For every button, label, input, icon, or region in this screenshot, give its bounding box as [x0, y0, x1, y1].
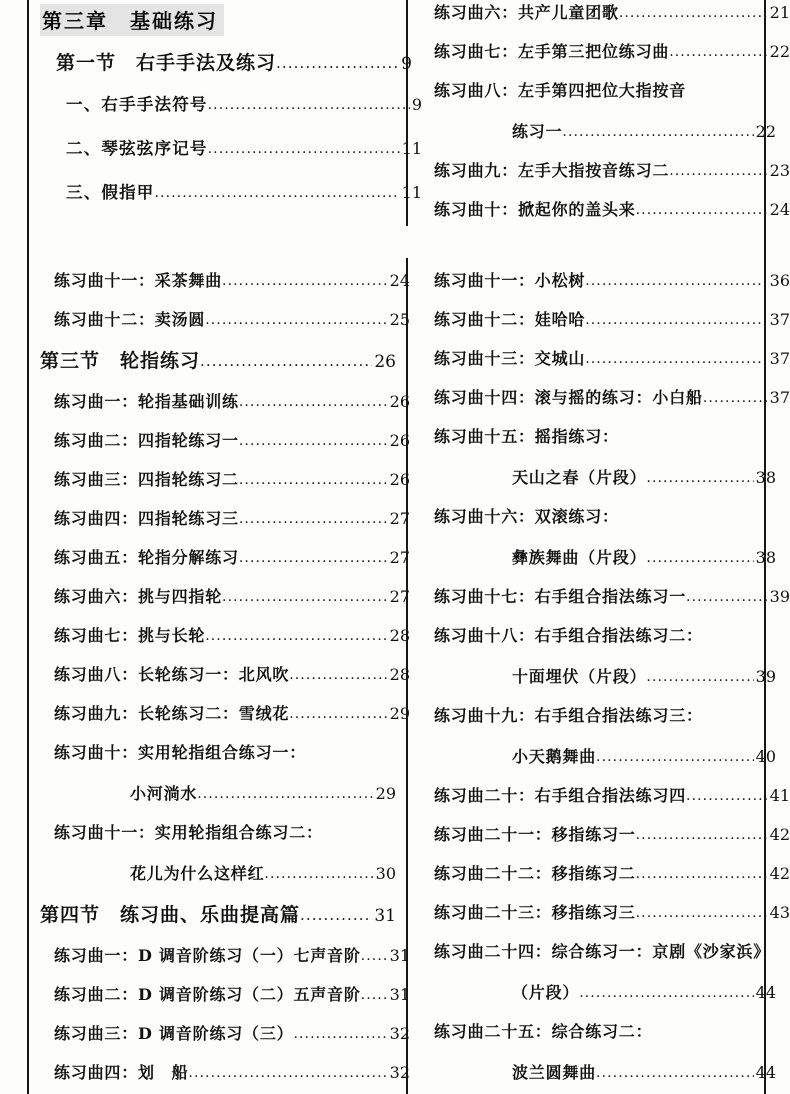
- leader-dots: [579, 985, 753, 1001]
- leader-dots: [636, 827, 768, 843]
- toc-entry-label: 练习一: [512, 122, 563, 141]
- toc-etude-row[interactable]: [434, 584, 790, 607]
- toc-entry-label: 练习曲十一：实用轮指组合练习二：: [54, 823, 323, 842]
- toc-entry-label: 第三节 轮指练习: [40, 350, 201, 372]
- toc-etude-row[interactable]: [54, 467, 410, 490]
- toc-entry-label: 练习曲十一：采茶舞曲: [54, 271, 223, 290]
- leader-dots: [636, 866, 768, 882]
- page-number: 38: [755, 468, 776, 487]
- row-spacer: [40, 373, 396, 389]
- toc-continuation-row[interactable]: [130, 861, 396, 884]
- row-spacer: [40, 490, 396, 506]
- left-top-block: [40, 0, 422, 203]
- toc-entry-label: 十面埋伏（片段）: [512, 667, 647, 686]
- row-spacer: [40, 1083, 396, 1094]
- toc-entry-label: 练习曲二十四：综合练习一：京剧《沙家浜》: [434, 942, 771, 961]
- row-spacer: [420, 527, 776, 545]
- page-number: 31: [389, 985, 410, 1004]
- toc-entry-label: 练习曲二十一：移指练习一: [434, 825, 636, 844]
- row-spacer: [40, 1005, 396, 1021]
- leader-dots: [669, 44, 767, 60]
- toc-entry-label: 第四节 练习曲、乐曲提高篇: [40, 904, 301, 926]
- toc-etude-row[interactable]: [434, 504, 790, 527]
- leader-dots: [669, 163, 767, 179]
- page-number: 31: [389, 946, 410, 965]
- toc-entry-label: 练习曲四：划 船: [54, 1063, 189, 1082]
- row-spacer: [420, 369, 776, 385]
- toc-subsection-row[interactable]: [66, 91, 422, 115]
- toc-entry-label: 练习曲三：四指轮练习二: [54, 470, 239, 489]
- row-spacer: [40, 451, 396, 467]
- page-number: 11: [401, 139, 422, 158]
- page-number: 29: [389, 704, 410, 723]
- toc-subsection-row[interactable]: [66, 179, 422, 203]
- leader-dots: [276, 54, 399, 70]
- leader-dots: [646, 550, 753, 566]
- toc-entry-label: 练习曲十：实用轮指组合练习一：: [54, 743, 307, 762]
- page-number: 32: [389, 1024, 410, 1043]
- leader-dots: [686, 788, 768, 804]
- leader-dots: [585, 351, 767, 367]
- toc-entry-label: 三、假指甲: [66, 183, 155, 202]
- toc-entry-label: 练习曲九：长轮练习二：雪绒花: [54, 704, 290, 723]
- toc-entry-label: 练习曲十五：摇指练习：: [434, 427, 619, 446]
- toc-section-row[interactable]: [40, 346, 396, 373]
- toc-entry-label: 练习曲十二：卖汤圆: [54, 310, 206, 329]
- leader-dots: [205, 628, 387, 644]
- toc-continuation-row[interactable]: [512, 980, 776, 1003]
- toc-etude-row[interactable]: [54, 1021, 410, 1044]
- toc-etude-row[interactable]: [434, 783, 790, 806]
- leader-dots: [562, 124, 753, 140]
- page-number: 27: [389, 587, 410, 606]
- leader-dots: [585, 312, 767, 328]
- row-spacer: [40, 884, 396, 900]
- row-spacer: [40, 724, 396, 740]
- toc-etude-row[interactable]: [434, 0, 790, 23]
- leader-dots: [239, 394, 388, 410]
- toc-etude-row[interactable]: [434, 307, 790, 330]
- toc-entry-label: 花儿为什么这样红: [130, 864, 265, 883]
- toc-continuation-row[interactable]: [130, 781, 396, 804]
- toc-etude-row[interactable]: [434, 1019, 790, 1042]
- toc-entry-label: （片段）: [512, 983, 580, 1002]
- page-number: 21: [769, 3, 790, 22]
- toc-etude-row[interactable]: [54, 307, 410, 330]
- toc-etude-row[interactable]: [434, 900, 790, 923]
- row-spacer: [40, 646, 396, 662]
- row-spacer: [40, 763, 396, 781]
- toc-etude-row[interactable]: [434, 861, 790, 884]
- row-spacer: [420, 101, 776, 119]
- toc-continuation-row[interactable]: [512, 545, 776, 568]
- row-spacer: [420, 62, 776, 78]
- page-number: 43: [769, 903, 790, 922]
- leader-dots: [155, 185, 400, 201]
- toc-etude-row[interactable]: [54, 389, 410, 412]
- row-spacer: [40, 804, 396, 820]
- page-number: 40: [755, 747, 776, 766]
- page-number: 36: [769, 271, 790, 290]
- row-spacer: [420, 607, 776, 623]
- page-number: 22: [769, 42, 790, 61]
- toc-entry-label: 练习曲八：长轮练习一：北风吹: [54, 665, 290, 684]
- toc-continuation-row[interactable]: [512, 664, 776, 687]
- page-number: 23: [769, 161, 790, 180]
- page-number: 26: [389, 470, 410, 489]
- toc-entry-label: 练习曲十六：双滚练习：: [434, 507, 619, 526]
- chapter-title: 第三章 基础练习: [40, 4, 224, 36]
- toc-entry-label: 第一节 右手手法及练习: [56, 52, 277, 74]
- leader-dots: [188, 1065, 387, 1081]
- toc-entry-label: 练习曲四：四指轮练习三: [54, 509, 239, 528]
- leader-dots: [619, 5, 768, 21]
- toc-etude-row[interactable]: [434, 158, 790, 181]
- toc-etude-row[interactable]: [54, 740, 410, 763]
- row-spacer: [420, 1003, 776, 1019]
- page-number: 27: [389, 548, 410, 567]
- page-number: 30: [375, 864, 396, 883]
- toc-entry-label: 练习曲二十三：移指练习三: [434, 903, 636, 922]
- row-spacer: [420, 884, 776, 900]
- row-spacer: [420, 220, 776, 236]
- toc-entry-label: 练习曲二十：右手组合指法练习四: [434, 786, 687, 805]
- toc-etude-row[interactable]: [54, 943, 410, 966]
- row-spacer: [420, 646, 776, 664]
- row-spacer: [40, 330, 396, 346]
- leader-dots: [585, 273, 767, 289]
- page-number: 44: [755, 983, 776, 1002]
- toc-entry-label: 练习曲八：左手第四把位大指按音: [434, 81, 687, 100]
- page-number: 28: [389, 665, 410, 684]
- page-number: 44: [755, 1063, 776, 1082]
- page-number: 26: [374, 352, 396, 372]
- row-spacer: [420, 923, 776, 939]
- toc-entry-label: 练习曲五：轮指分解练习: [54, 548, 239, 567]
- leader-dots: [646, 669, 753, 685]
- page-number: 37: [769, 310, 790, 329]
- toc-etude-row[interactable]: [54, 820, 410, 843]
- page-number: 32: [389, 1063, 410, 1082]
- toc-etude-row[interactable]: [434, 939, 790, 962]
- toc-etude-row[interactable]: [54, 584, 410, 607]
- leader-dots: [361, 987, 388, 1003]
- row-spacer: [420, 23, 776, 39]
- row-spacer: [420, 726, 776, 744]
- toc-etude-row[interactable]: [434, 822, 790, 845]
- page-number: 9: [411, 95, 422, 114]
- leader-dots: [222, 273, 388, 289]
- leader-dots: [300, 906, 372, 922]
- page-number: 24: [769, 200, 790, 219]
- leader-dots: [636, 905, 768, 921]
- leader-dots: [239, 511, 388, 527]
- toc-etude-row[interactable]: [434, 78, 790, 101]
- page-number: 42: [769, 825, 790, 844]
- page-number: 26: [389, 431, 410, 450]
- row-spacer: [420, 1042, 776, 1060]
- toc-entry-label: 练习曲十九：右手组合指法练习三：: [434, 706, 703, 725]
- leader-dots: [293, 1026, 387, 1042]
- leader-dots: [596, 1065, 754, 1081]
- toc-entry-label: 练习曲二：D 调音阶练习（二）五声音阶: [54, 985, 361, 1004]
- row-spacer: [420, 291, 776, 307]
- toc-etude-row[interactable]: [54, 545, 410, 568]
- right-column: [420, 0, 790, 1094]
- row-spacer: [420, 845, 776, 861]
- page-number: 25: [389, 310, 410, 329]
- toc-continuation-row[interactable]: [512, 465, 776, 488]
- row-spacer: [40, 966, 396, 982]
- toc-etude-row[interactable]: [434, 385, 790, 408]
- toc-entry-label: 小天鹅舞曲: [512, 747, 597, 766]
- toc-etude-row[interactable]: [434, 346, 790, 369]
- toc-entry-label: 小河淌水: [130, 784, 198, 803]
- page-number: 42: [769, 864, 790, 883]
- toc-entry-label: 练习曲十八：右手组合指法练习二：: [434, 626, 703, 645]
- toc-etude-row[interactable]: [54, 1060, 410, 1083]
- toc-etude-row[interactable]: [54, 982, 410, 1005]
- row-spacer: [420, 330, 776, 346]
- toc-entry-label: 练习曲十二：娃哈哈: [434, 310, 586, 329]
- toc-etude-row[interactable]: [54, 268, 410, 291]
- toc-continuation-row[interactable]: [512, 119, 776, 142]
- toc-etude-row[interactable]: [434, 197, 790, 220]
- leader-dots: [239, 433, 388, 449]
- page-number: 24: [389, 271, 410, 290]
- row-spacer: [40, 568, 396, 584]
- row-spacer: [420, 142, 776, 158]
- toc-etude-row[interactable]: [434, 424, 790, 447]
- row-spacer: [420, 447, 776, 465]
- row-spacer: [40, 843, 396, 861]
- toc-entry-label: 练习曲二十二：移指练习二: [434, 864, 636, 883]
- toc-entry-label: 练习曲九：左手大指按音练习二: [434, 161, 670, 180]
- leader-dots: [239, 472, 388, 488]
- toc-entry-label: 练习曲十四：滚与摇的练习：小白船: [434, 388, 703, 407]
- page-number: 41: [769, 786, 790, 805]
- toc-entry-label: 天山之春（片段）: [512, 468, 647, 487]
- leader-dots: [208, 141, 400, 157]
- row-spacer: [420, 687, 776, 703]
- leader-dots: [289, 667, 387, 683]
- row-spacer: [420, 488, 776, 504]
- left-bottom-block: [40, 268, 410, 1094]
- row-spacer: [420, 181, 776, 197]
- toc-subsection-row[interactable]: [66, 135, 422, 159]
- leader-dots: [264, 866, 373, 882]
- toc-etude-row[interactable]: [434, 703, 790, 726]
- toc-entry-label: 练习曲六：共产儿童团歌: [434, 3, 619, 22]
- right-bottom-block: [420, 268, 790, 1094]
- page-number: 39: [755, 667, 776, 686]
- row-spacer: [40, 685, 396, 701]
- leader-dots: [703, 390, 768, 406]
- leader-dots: [205, 312, 387, 328]
- toc-entry-label: 二、琴弦弦序记号: [66, 139, 208, 158]
- page-border-left-rule: [27, 0, 29, 1094]
- page-number: 39: [769, 587, 790, 606]
- toc-entry-label: 练习曲十：掀起你的盖头来: [434, 200, 636, 219]
- row-spacer: [40, 291, 396, 307]
- toc-section-row[interactable]: [40, 900, 396, 927]
- toc-entry-label: 练习曲二十五：综合练习二：: [434, 1022, 653, 1041]
- page-number: 31: [374, 906, 396, 926]
- page-number: 11: [401, 183, 422, 202]
- toc-etude-row[interactable]: [434, 623, 790, 646]
- toc-etude-row[interactable]: [54, 701, 410, 724]
- row-spacer: [420, 568, 776, 584]
- page-number: 26: [389, 392, 410, 411]
- toc-entry-label: 练习曲六：挑与四指轮: [54, 587, 223, 606]
- page-number: 37: [769, 349, 790, 368]
- row-spacer: [420, 962, 776, 980]
- leader-dots: [197, 786, 373, 802]
- row-spacer: [420, 408, 776, 424]
- leader-dots: [686, 589, 768, 605]
- toc-section-row[interactable]: [56, 48, 412, 75]
- row-spacer: [40, 607, 396, 623]
- row-spacer: [420, 767, 776, 783]
- toc-entry-label: 练习曲一：D 调音阶练习（一）七声音阶: [54, 946, 361, 965]
- page-number: 29: [375, 784, 396, 803]
- toc-etude-row[interactable]: [434, 268, 790, 291]
- page-number: 37: [769, 388, 790, 407]
- row-spacer: [40, 927, 396, 943]
- left-column: [40, 0, 422, 1094]
- toc-etude-row[interactable]: [54, 428, 410, 451]
- toc-continuation-row[interactable]: [512, 744, 776, 767]
- page-number: 9: [401, 54, 412, 74]
- page-number: 28: [389, 626, 410, 645]
- leader-dots: [596, 749, 754, 765]
- toc-etude-row[interactable]: [54, 506, 410, 529]
- leader-dots: [200, 352, 372, 368]
- toc-entry-label: 练习曲三：D 调音阶练习（三）: [54, 1024, 294, 1043]
- page-number: 38: [755, 548, 776, 567]
- leader-dots: [239, 550, 388, 566]
- leader-dots: [289, 706, 387, 722]
- toc-entry-label: 练习曲二：四指轮练习一: [54, 431, 239, 450]
- toc-etude-row[interactable]: [54, 662, 410, 685]
- leader-dots: [222, 589, 388, 605]
- leader-dots: [636, 202, 768, 218]
- row-spacer: [40, 1044, 396, 1060]
- row-spacer: [420, 806, 776, 822]
- toc-etude-row[interactable]: [434, 39, 790, 62]
- toc-entry-label: 一、右手手法符号: [66, 95, 208, 114]
- toc-etude-row[interactable]: [54, 623, 410, 646]
- toc-entry-label: 波兰圆舞曲: [512, 1063, 597, 1082]
- page-number: 22: [755, 122, 776, 141]
- leader-dots: [646, 470, 753, 486]
- row-spacer: [420, 1083, 776, 1094]
- toc-entry-label: 练习曲一：轮指基础训练: [54, 392, 239, 411]
- toc-entry-label: 练习曲十三：交城山: [434, 349, 586, 368]
- leader-dots: [361, 948, 388, 964]
- toc-entry-label: 练习曲十七：右手组合指法练习一: [434, 587, 687, 606]
- toc-entry-label: 练习曲七：左手第三把位练习曲: [434, 42, 670, 61]
- row-spacer: [40, 529, 396, 545]
- toc-entry-label: 练习曲七：挑与长轮: [54, 626, 206, 645]
- toc-entry-label: 练习曲十一：小松树: [434, 271, 586, 290]
- toc-continuation-row[interactable]: [512, 1060, 776, 1083]
- row-spacer: [40, 412, 396, 428]
- page-number: 27: [389, 509, 410, 528]
- leader-dots: [208, 97, 410, 113]
- toc-entry-label: 彝族舞曲（片段）: [512, 548, 647, 567]
- right-top-block: [420, 0, 790, 236]
